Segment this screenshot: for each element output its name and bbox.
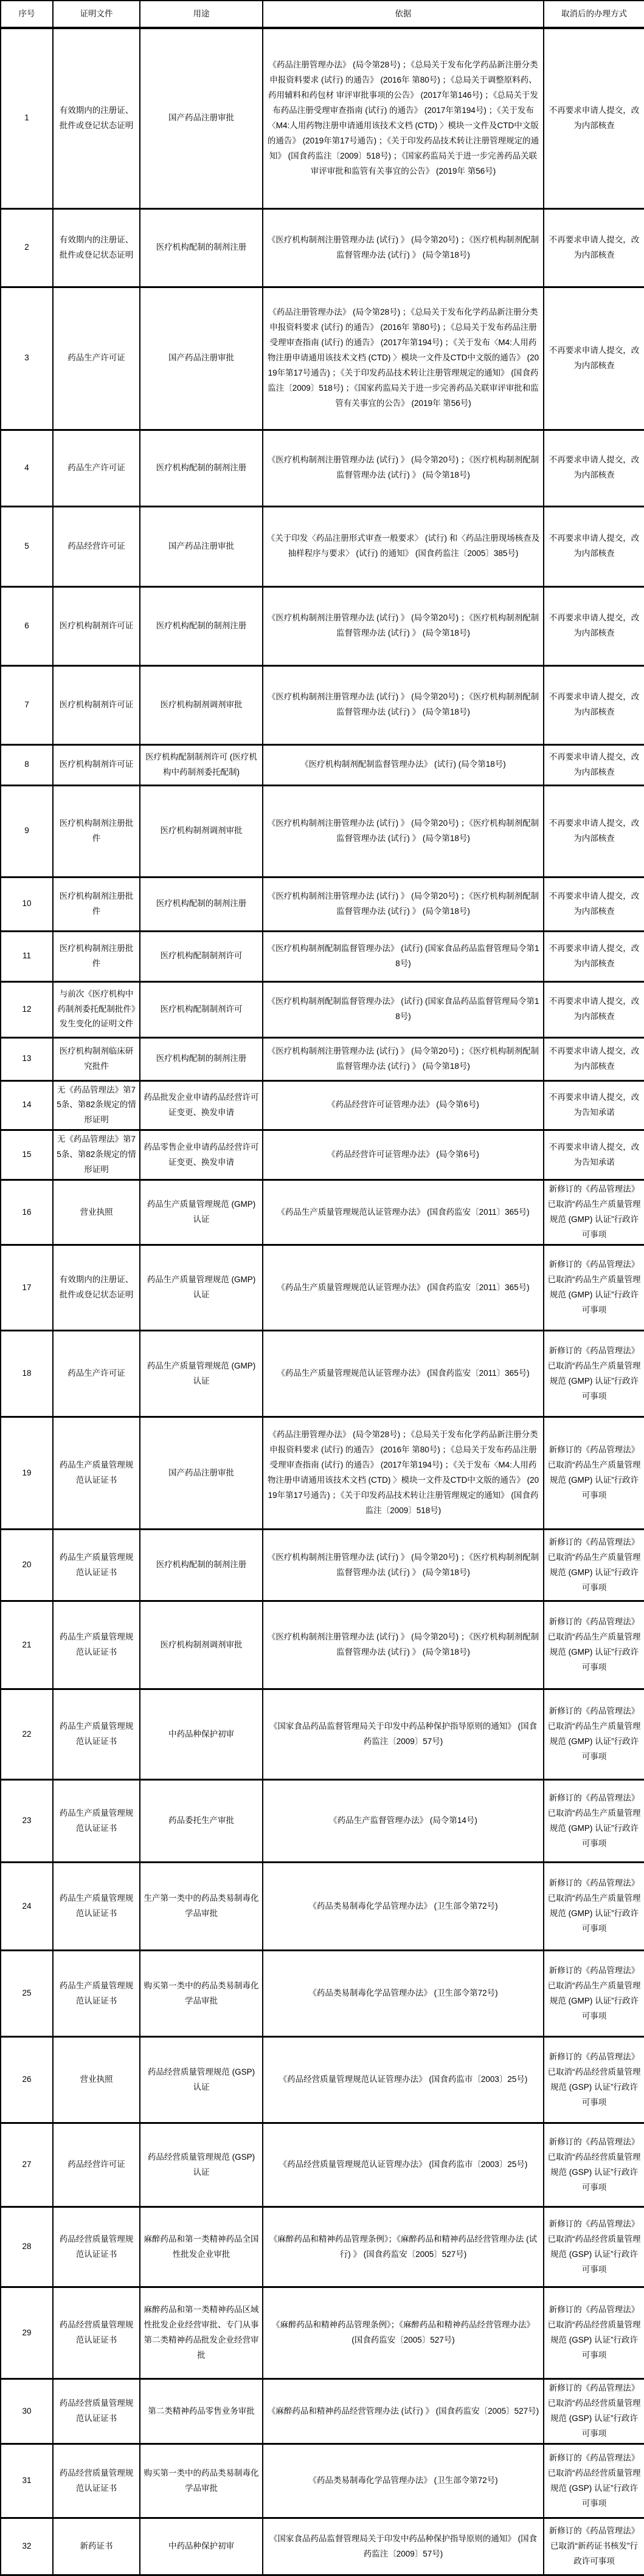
header-basis: 依据 (263, 1, 544, 28)
cell-certificate-document: 医疗机构制剂临床研究批件 (53, 1037, 140, 1080)
cell-basis: 《医疗机构制剂注册管理办法 (试行) 》 (局令第20号) ；《医疗机构制剂配制监督管理办法 (试行) 》 (局令第18号) (263, 665, 544, 744)
cell-basis: 《医疗机构制剂配制监督管理办法》 (试行) (国家食品药品监督管理局令第18号) (263, 931, 544, 981)
cell-basis: 《医疗机构制剂注册管理办法 (试行) 》 (局令第20号) ；《医疗机构制剂配制监督管理办法 (试行) 》 (局令第18号) (263, 208, 544, 287)
row-serial-number: 9 (1, 785, 53, 877)
row-serial-number: 8 (1, 744, 53, 785)
table-row (1, 208, 644, 287)
cell-basis: 《药品注册管理办法》 (局令第28号) ；《总局关于发布化学药品新注册分类申报资料要求 (试行) 的通告》 (2016年 第80号) ；《总局关于调整原料药、药用辅料和药包材 审评审批事项的公告》 (2017年第146号) ；《总局关于发布药品注册受理审查指南 (试行) 的通告》 (2017年第194号) ；《关于发布〈M4:人用药物注册申请通用该技术文档 (CTD) 〉模块一文件及CTD中文版的通告》 (2019年第17号通告) ；《关于印发药品技术转让注册管理规定的通知》 (国食药监注〔2009〕518号) ；《国家药监局关于进一步完善药品关联审评审批和监管有关事宜的公告》 (2019年 第56号) (263, 28, 544, 208)
cell-certificate-document: 医疗机构制剂注册批件 (53, 785, 140, 877)
cell-purpose: 国产药品注册审批 (140, 28, 263, 208)
cell-purpose: 医疗机构配制的制剂注册 (140, 877, 263, 931)
cell-basis: 《药品生产质量管理规范认证管理办法》 (国食药监安〔2011〕365号) (263, 1245, 544, 1331)
cell-basis: 《药品生产质量管理规范认证管理办法》 (国食药监安〔2011〕365号) (263, 1331, 544, 1417)
table-row (1, 2207, 644, 2287)
cell-certificate-document: 药品生产许可证 (53, 287, 140, 430)
cell-purpose: 购买第一类中的药品类易制毒化学品审批 (140, 2444, 263, 2518)
row-serial-number: 3 (1, 287, 53, 430)
cell-basis: 《麻醉药品和精神药品管理条例》；《麻醉药品和精神药品经营管理办法 (试行) 》 (国食药监安〔2005〕527号) (263, 2207, 544, 2287)
cell-handling-method: 新修订的《药品管理法》已取消“药品生产质量管理规范 (GMP) 认证”行政许可事项 (544, 1180, 644, 1245)
cell-basis: 《药品经营许可证管理办法》 (局令第6号) (263, 1130, 544, 1180)
cell-certificate-document: 新药证书 (53, 2518, 140, 2575)
table-row (1, 665, 644, 744)
cell-handling-method: 新修订的《药品管理法》已取消“药品生产质量管理规范 (GMP) 认证”行政许可事项 (544, 1331, 644, 1417)
table-row (1, 1037, 644, 1080)
cell-handling-method: 新修订的《药品管理法》已取消“药品经营质量管理规范 (GSP) 认证”行政许可事项 (544, 2207, 644, 2287)
table-row (1, 28, 644, 208)
row-serial-number: 18 (1, 1331, 53, 1417)
cell-basis: 《药品生产监督管理办法》 (局令第14号) (263, 1780, 544, 1863)
table-row (1, 785, 644, 877)
table-row (1, 1689, 644, 1780)
cell-basis: 《药品生产质量管理规范认证管理办法》 (国食药监安〔2011〕365号) (263, 1180, 544, 1245)
cell-basis: 《药品注册管理办法》 (局令第28号) ；《总局关于发布化学药品新注册分类申报资料要求 (试行) 的通告》 (2016年 第80号) ；《总局关于发布药品注册受理审查指南 (试行) 的通告》 (2017年第194号) ；《关于发布〈M4:人用药物注册申请通用该技术文档 (CTD) 〉模块一文件及CTD中文版的通告》 (2019年第17号通告) ；《关于印发药品技术转让注册管理规定的通知》 (国食药监注〔2009〕518号) (263, 1417, 544, 1530)
table-row (1, 1863, 644, 1951)
table-row (1, 1130, 644, 1180)
cell-purpose: 中药品种保护初审 (140, 2518, 263, 2575)
row-serial-number: 7 (1, 665, 53, 744)
row-serial-number: 5 (1, 506, 53, 586)
row-serial-number: 32 (1, 2518, 53, 2575)
cell-handling-method: 新修订的《药品管理法》已取消“新药证书核发”行政许可事项 (544, 2518, 644, 2575)
cell-purpose: 医疗机构配制的制剂注册 (140, 430, 263, 506)
cell-handling-method: 不再要求申请人提交，改为内部核查 (544, 981, 644, 1037)
table-row (1, 2287, 644, 2379)
table-row (1, 1180, 644, 1245)
cell-basis: 《医疗机构制剂注册管理办法 (试行) 》 (局令第20号) ；《医疗机构制剂配制监督管理办法 (试行) 》 (局令第18号) (263, 1601, 544, 1689)
row-serial-number: 25 (1, 1951, 53, 2037)
cell-handling-method: 不再要求申请人提交，改为告知承诺 (544, 1080, 644, 1130)
cell-purpose: 麻醉药品和第一类精神药品区域性批发企业经营审批、专门从事第二类精神药品批发企业经营审批 (140, 2287, 263, 2379)
cell-handling-method: 新修订的《药品管理法》已取消“药品生产质量管理规范 (GMP) 认证”行政许可事项 (544, 1601, 644, 1689)
row-serial-number: 27 (1, 2123, 53, 2207)
row-serial-number: 29 (1, 2287, 53, 2379)
row-serial-number: 1 (1, 28, 53, 208)
cell-certificate-document: 药品生产质量管理规范认证证书 (53, 1530, 140, 1601)
cell-basis: 《医疗机构制剂配制监督管理办法》 (试行) (国家食品药品监督管理局令第18号) (263, 981, 544, 1037)
row-serial-number: 22 (1, 1689, 53, 1780)
table-row (1, 1245, 644, 1331)
header-serial-number: 序号 (1, 1, 53, 28)
row-serial-number: 26 (1, 2037, 53, 2123)
cell-certificate-document: 药品经营质量管理规范认证证书 (53, 2379, 140, 2444)
cell-handling-method: 不再要求申请人提交，改为内部核查 (544, 287, 644, 430)
cell-basis: 《医疗机构制剂注册管理办法 (试行) 》 (局令第20号) ；《医疗机构制剂配制监督管理办法 (试行) 》 (局令第18号) (263, 586, 544, 665)
table-header (1, 1, 644, 28)
cell-purpose: 医疗机构配制的制剂注册 (140, 586, 263, 665)
table-row (1, 1530, 644, 1601)
table-row (1, 1601, 644, 1689)
cell-certificate-document: 药品经营质量管理规范认证证书 (53, 2287, 140, 2379)
table-row (1, 1951, 644, 2037)
row-serial-number: 10 (1, 877, 53, 931)
cell-basis: 《药品经营许可证管理办法》 (局令第6号) (263, 1080, 544, 1130)
cell-handling-method: 新修订的《药品管理法》已取消“药品生产质量管理规范 (GMP) 认证”行政许可事项 (544, 1689, 644, 1780)
cell-certificate-document: 药品生产质量管理规范认证证书 (53, 1863, 140, 1951)
row-serial-number: 14 (1, 1080, 53, 1130)
cell-handling-method: 新修订的《药品管理法》已取消“药品生产质量管理规范 (GMP) 认证”行政许可事项 (544, 1245, 644, 1331)
table-row (1, 2379, 644, 2444)
cell-basis: 《药品经营质量管理规范认证管理办法》 (国食药监市〔2003〕25号) (263, 2037, 544, 2123)
cell-handling-method: 新修订的《药品管理法》已取消“药品生产质量管理规范 (GMP) 认证”行政许可事项 (544, 1951, 644, 2037)
table-row (1, 877, 644, 931)
cell-basis: 《医疗机构制剂注册管理办法 (试行) 》 (局令第20号) ；《医疗机构制剂配制监督管理办法 (试行) 》 (局令第18号) (263, 1530, 544, 1601)
cell-purpose: 国产药品注册审批 (140, 506, 263, 586)
row-serial-number: 21 (1, 1601, 53, 1689)
cell-purpose: 药品零售企业申请药品经营许可证变更、换发申请 (140, 1130, 263, 1180)
cell-handling-method: 不再要求申请人提交，改为内部核查 (544, 28, 644, 208)
table-row (1, 2518, 644, 2575)
cell-basis: 《药品注册管理办法》 (局令第28号) ；《总局关于发布化学药品新注册分类申报资料要求 (试行) 的通告》 (2016年 第80号) ；《总局关于发布药品注册受理审查指南 (试行) 的通告》 (2017年第194号) ；《关于发布〈M4:人用药物注册申请通用该技术文档 (CTD) 〉模块一文件及CTD中文版的通告》 (2019年第17号通告) ；《关于印发药品技术转让注册管理规定的通知》 (国食药监注〔2009〕518号) ；《国家药监局关于进一步完善药品关联审评审批和监管有关事宜的公告》 (2019年 第56号) (263, 287, 544, 430)
cell-certificate-document: 药品经营许可证 (53, 506, 140, 586)
row-serial-number: 16 (1, 1180, 53, 1245)
cell-handling-method: 不再要求申请人提交，改为内部核查 (544, 744, 644, 785)
header-certificate-document: 证明文件 (53, 1, 140, 28)
cell-purpose: 药品批发企业申请药品经营许可证变更、换发申请 (140, 1080, 263, 1130)
cell-certificate-document: 有效期内的注册证、批件或登记状态证明 (53, 208, 140, 287)
row-serial-number: 15 (1, 1130, 53, 1180)
cell-certificate-document: 药品生产许可证 (53, 430, 140, 506)
cell-handling-method: 不再要求申请人提交，改为内部核查 (544, 877, 644, 931)
cell-purpose: 药品生产质量管理规范 (GMP) 认证 (140, 1331, 263, 1417)
cell-purpose: 麻醉药品和第一类精神药品全国性批发企业审批 (140, 2207, 263, 2287)
cell-certificate-document: 营业执照 (53, 2037, 140, 2123)
table-row (1, 931, 644, 981)
cell-purpose: 医疗机构制剂调剂审批 (140, 665, 263, 744)
cell-certificate-document: 医疗机构制剂许可证 (53, 586, 140, 665)
row-serial-number: 2 (1, 208, 53, 287)
cell-basis: 《麻醉药品和精神药品经营管理办法 (试行) 》 (国食药监安〔2005〕527号) (263, 2379, 544, 2444)
row-serial-number: 31 (1, 2444, 53, 2518)
cell-purpose: 药品委托生产审批 (140, 1780, 263, 1863)
cell-basis: 《医疗机构制剂注册管理办法 (试行) 》 (局令第20号) ；《医疗机构制剂配制监督管理办法 (试行) 》 (局令第18号) (263, 430, 544, 506)
table-row (1, 1080, 644, 1130)
cell-handling-method: 新修订的《药品管理法》已取消“药品经营质量管理规范 (GSP) 认证”行政许可事项 (544, 2444, 644, 2518)
cell-certificate-document: 药品生产许可证 (53, 1331, 140, 1417)
cell-certificate-document: 药品生产质量管理规范认证证书 (53, 1951, 140, 2037)
cell-basis: 《医疗机构制剂注册管理办法 (试行) 》 (局令第20号) ；《医疗机构制剂配制监督管理办法 (试行) 》 (局令第18号) (263, 785, 544, 877)
cell-handling-method: 新修订的《药品管理法》已取消“药品生产质量管理规范 (GMP) 认证”行政许可事项 (544, 1863, 644, 1951)
cell-handling-method: 新修订的《药品管理法》已取消“药品生产质量管理规范 (GMP) 认证”行政许可事项 (544, 1417, 644, 1530)
row-serial-number: 11 (1, 931, 53, 981)
cell-handling-method: 不再要求申请人提交，改为内部核查 (544, 208, 644, 287)
cell-handling-method: 新修订的《药品管理法》已取消“药品经营质量管理规范 (GSP) 认证”行政许可事项 (544, 2123, 644, 2207)
cell-purpose: 药品生产质量管理规范 (GMP) 认证 (140, 1245, 263, 1331)
cell-certificate-document: 药品生产质量管理规范认证证书 (53, 1417, 140, 1530)
cell-handling-method: 不再要求申请人提交，改为告知承诺 (544, 1130, 644, 1180)
cell-basis: 《麻醉药品和精神药品管理条例》；《麻醉药品和精神药品经营管理办法》 (国食药监安〔2005〕527号) (263, 2287, 544, 2379)
cell-certificate-document: 药品经营质量管理规范认证证书 (53, 2207, 140, 2287)
header-purpose: 用途 (140, 1, 263, 28)
cell-certificate-document: 药品经营许可证 (53, 2123, 140, 2207)
cell-certificate-document: 医疗机构制剂许可证 (53, 744, 140, 785)
cell-handling-method: 新修订的《药品管理法》已取消“药品生产质量管理规范 (GMP) 认证”行政许可事项 (544, 1530, 644, 1601)
cell-basis: 《药品经营质量管理规范认证管理办法》 (国食药监市〔2003〕25号) (263, 2123, 544, 2207)
cell-handling-method: 不再要求申请人提交，改为内部核查 (544, 430, 644, 506)
cell-purpose: 医疗机构配制的制剂注册 (140, 208, 263, 287)
row-serial-number: 20 (1, 1530, 53, 1601)
row-serial-number: 13 (1, 1037, 53, 1080)
table-row (1, 1780, 644, 1863)
cell-handling-method: 新修订的《药品管理法》已取消“药品经营质量管理规范 (GSP) 认证”行政许可事项 (544, 2379, 644, 2444)
cell-basis: 《药品类易制毒化学品管理办法》 (卫生部令第72号) (263, 2444, 544, 2518)
cell-handling-method: 不再要求申请人提交，改为内部核查 (544, 785, 644, 877)
cell-purpose: 购买第一类中的药品类易制毒化学品审批 (140, 1951, 263, 2037)
row-serial-number: 30 (1, 2379, 53, 2444)
cell-certificate-document: 医疗机构制剂许可证 (53, 665, 140, 744)
cell-certificate-document: 营业执照 (53, 1180, 140, 1245)
header-handling-method-after-cancellation: 取消后的办理方式 (544, 1, 644, 28)
table-row (1, 586, 644, 665)
cell-certificate-document: 药品生产质量管理规范认证证书 (53, 1780, 140, 1863)
cell-purpose: 医疗机构制剂调剂审批 (140, 785, 263, 877)
cell-purpose: 医疗机构配制的制剂注册 (140, 1530, 263, 1601)
cell-handling-method: 新修订的《药品管理法》已取消“药品经营质量管理规范 (GSP) 认证”行政许可事项 (544, 2037, 644, 2123)
row-serial-number: 23 (1, 1780, 53, 1863)
cell-purpose: 国产药品注册审批 (140, 1417, 263, 1530)
cell-basis: 《医疗机构制剂配制监督管理办法》 (试行) (局令第18号) (263, 744, 544, 785)
cell-handling-method: 不再要求申请人提交，改为内部核查 (544, 665, 644, 744)
table-row (1, 981, 644, 1037)
table-row (1, 430, 644, 506)
cell-purpose: 医疗机构配制制剂许可 (140, 981, 263, 1037)
table-row (1, 1417, 644, 1530)
cell-handling-method: 新修订的《药品管理法》已取消“药品经营质量管理规范 (GSP) 认证”行政许可事项 (544, 2287, 644, 2379)
row-serial-number: 4 (1, 430, 53, 506)
table-row (1, 287, 644, 430)
table-row (1, 2123, 644, 2207)
cell-handling-method: 不再要求申请人提交，改为内部核查 (544, 586, 644, 665)
row-serial-number: 12 (1, 981, 53, 1037)
cell-purpose: 生产第一类中的药品类易制毒化学品审批 (140, 1863, 263, 1951)
cell-purpose: 医疗机构配制制剂许可 (医疗机构中药制剂委托配制) (140, 744, 263, 785)
cell-basis: 《国家食品药品监督管理局关于印发中药品种保护指导原则的通知》 (国食药监注〔2009〕57号) (263, 1689, 544, 1780)
cell-purpose: 第二类精神药品零售业务审批 (140, 2379, 263, 2444)
cell-certificate-document: 与前次《医疗机构中药制剂委托配制批件》发生变化的证明文件 (53, 981, 140, 1037)
cell-purpose: 医疗机构配制制剂许可 (140, 931, 263, 981)
cell-purpose: 药品生产质量管理规范 (GMP) 认证 (140, 1180, 263, 1245)
cell-certificate-document: 医疗机构制剂注册批件 (53, 931, 140, 981)
cell-certificate-document: 无《药品管理法》第75条、第82条规定的情形证明 (53, 1130, 140, 1180)
cell-certificate-document: 无《药品管理法》第75条、第82条规定的情形证明 (53, 1080, 140, 1130)
cell-basis: 《医疗机构制剂注册管理办法 (试行) 》 (局令第20号) ；《医疗机构制剂配制监督管理办法 (试行) 》 (局令第18号) (263, 1037, 544, 1080)
row-serial-number: 24 (1, 1863, 53, 1951)
cell-handling-method: 新修订的《药品管理法》已取消“药品生产质量管理规范 (GMP) 认证”行政许可事项 (544, 1780, 644, 1863)
cell-basis: 《药品类易制毒化学品管理办法》 (卫生部令第72号) (263, 1863, 544, 1951)
row-serial-number: 6 (1, 586, 53, 665)
cell-certificate-document: 医疗机构制剂注册批件 (53, 877, 140, 931)
row-serial-number: 19 (1, 1417, 53, 1530)
table-row (1, 2444, 644, 2518)
cell-certificate-document: 药品经营质量管理规范认证证书 (53, 2444, 140, 2518)
cell-certificate-document: 药品生产质量管理规范认证证书 (53, 1601, 140, 1689)
cell-handling-method: 不再要求申请人提交，改为内部核查 (544, 931, 644, 981)
table-body (1, 28, 644, 2575)
header-row (1, 1, 644, 28)
cell-basis: 《药品类易制毒化学品管理办法》 (卫生部令第72号) (263, 1951, 544, 2037)
cell-purpose: 医疗机构制剂调剂审批 (140, 1601, 263, 1689)
cell-certificate-document: 有效期内的注册证、批件或登记状态证明 (53, 1245, 140, 1331)
cell-certificate-document: 药品生产质量管理规范认证证书 (53, 1689, 140, 1780)
cell-purpose: 中药品种保护初审 (140, 1689, 263, 1780)
cell-purpose: 医疗机构配制的制剂注册 (140, 1037, 263, 1080)
cell-basis: 《关于印发〈药品注册形式审查一般要求〉 (试行) 和〈药品注册现场核查及抽样程序与要求〉 (试行) 的通知》 (国食药监注〔2005〕385号) (263, 506, 544, 586)
table-row (1, 744, 644, 785)
cell-basis: 《国家食品药品监督管理局关于印发中药品种保护指导原则的通知》 (国食药监注〔2009〕57号) (263, 2518, 544, 2575)
cell-handling-method: 不再要求申请人提交，改为内部核查 (544, 1037, 644, 1080)
cell-basis: 《医疗机构制剂注册管理办法 (试行) 》 (局令第20号) ；《医疗机构制剂配制监督管理办法 (试行) 》 (局令第18号) (263, 877, 544, 931)
row-serial-number: 28 (1, 2207, 53, 2287)
table-row (1, 1331, 644, 1417)
table-row (1, 2037, 644, 2123)
cell-handling-method: 不再要求申请人提交，改为内部核查 (544, 506, 644, 586)
cell-purpose: 国产药品注册审批 (140, 287, 263, 430)
cell-certificate-document: 有效期内的注册证、批件或登记状态证明 (53, 28, 140, 208)
row-serial-number: 17 (1, 1245, 53, 1331)
table-row (1, 506, 644, 586)
cell-purpose: 药品经营质量管理规范 (GSP) 认证 (140, 2037, 263, 2123)
cell-purpose: 药品经营质量管理规范 (GSP) 认证 (140, 2123, 263, 2207)
